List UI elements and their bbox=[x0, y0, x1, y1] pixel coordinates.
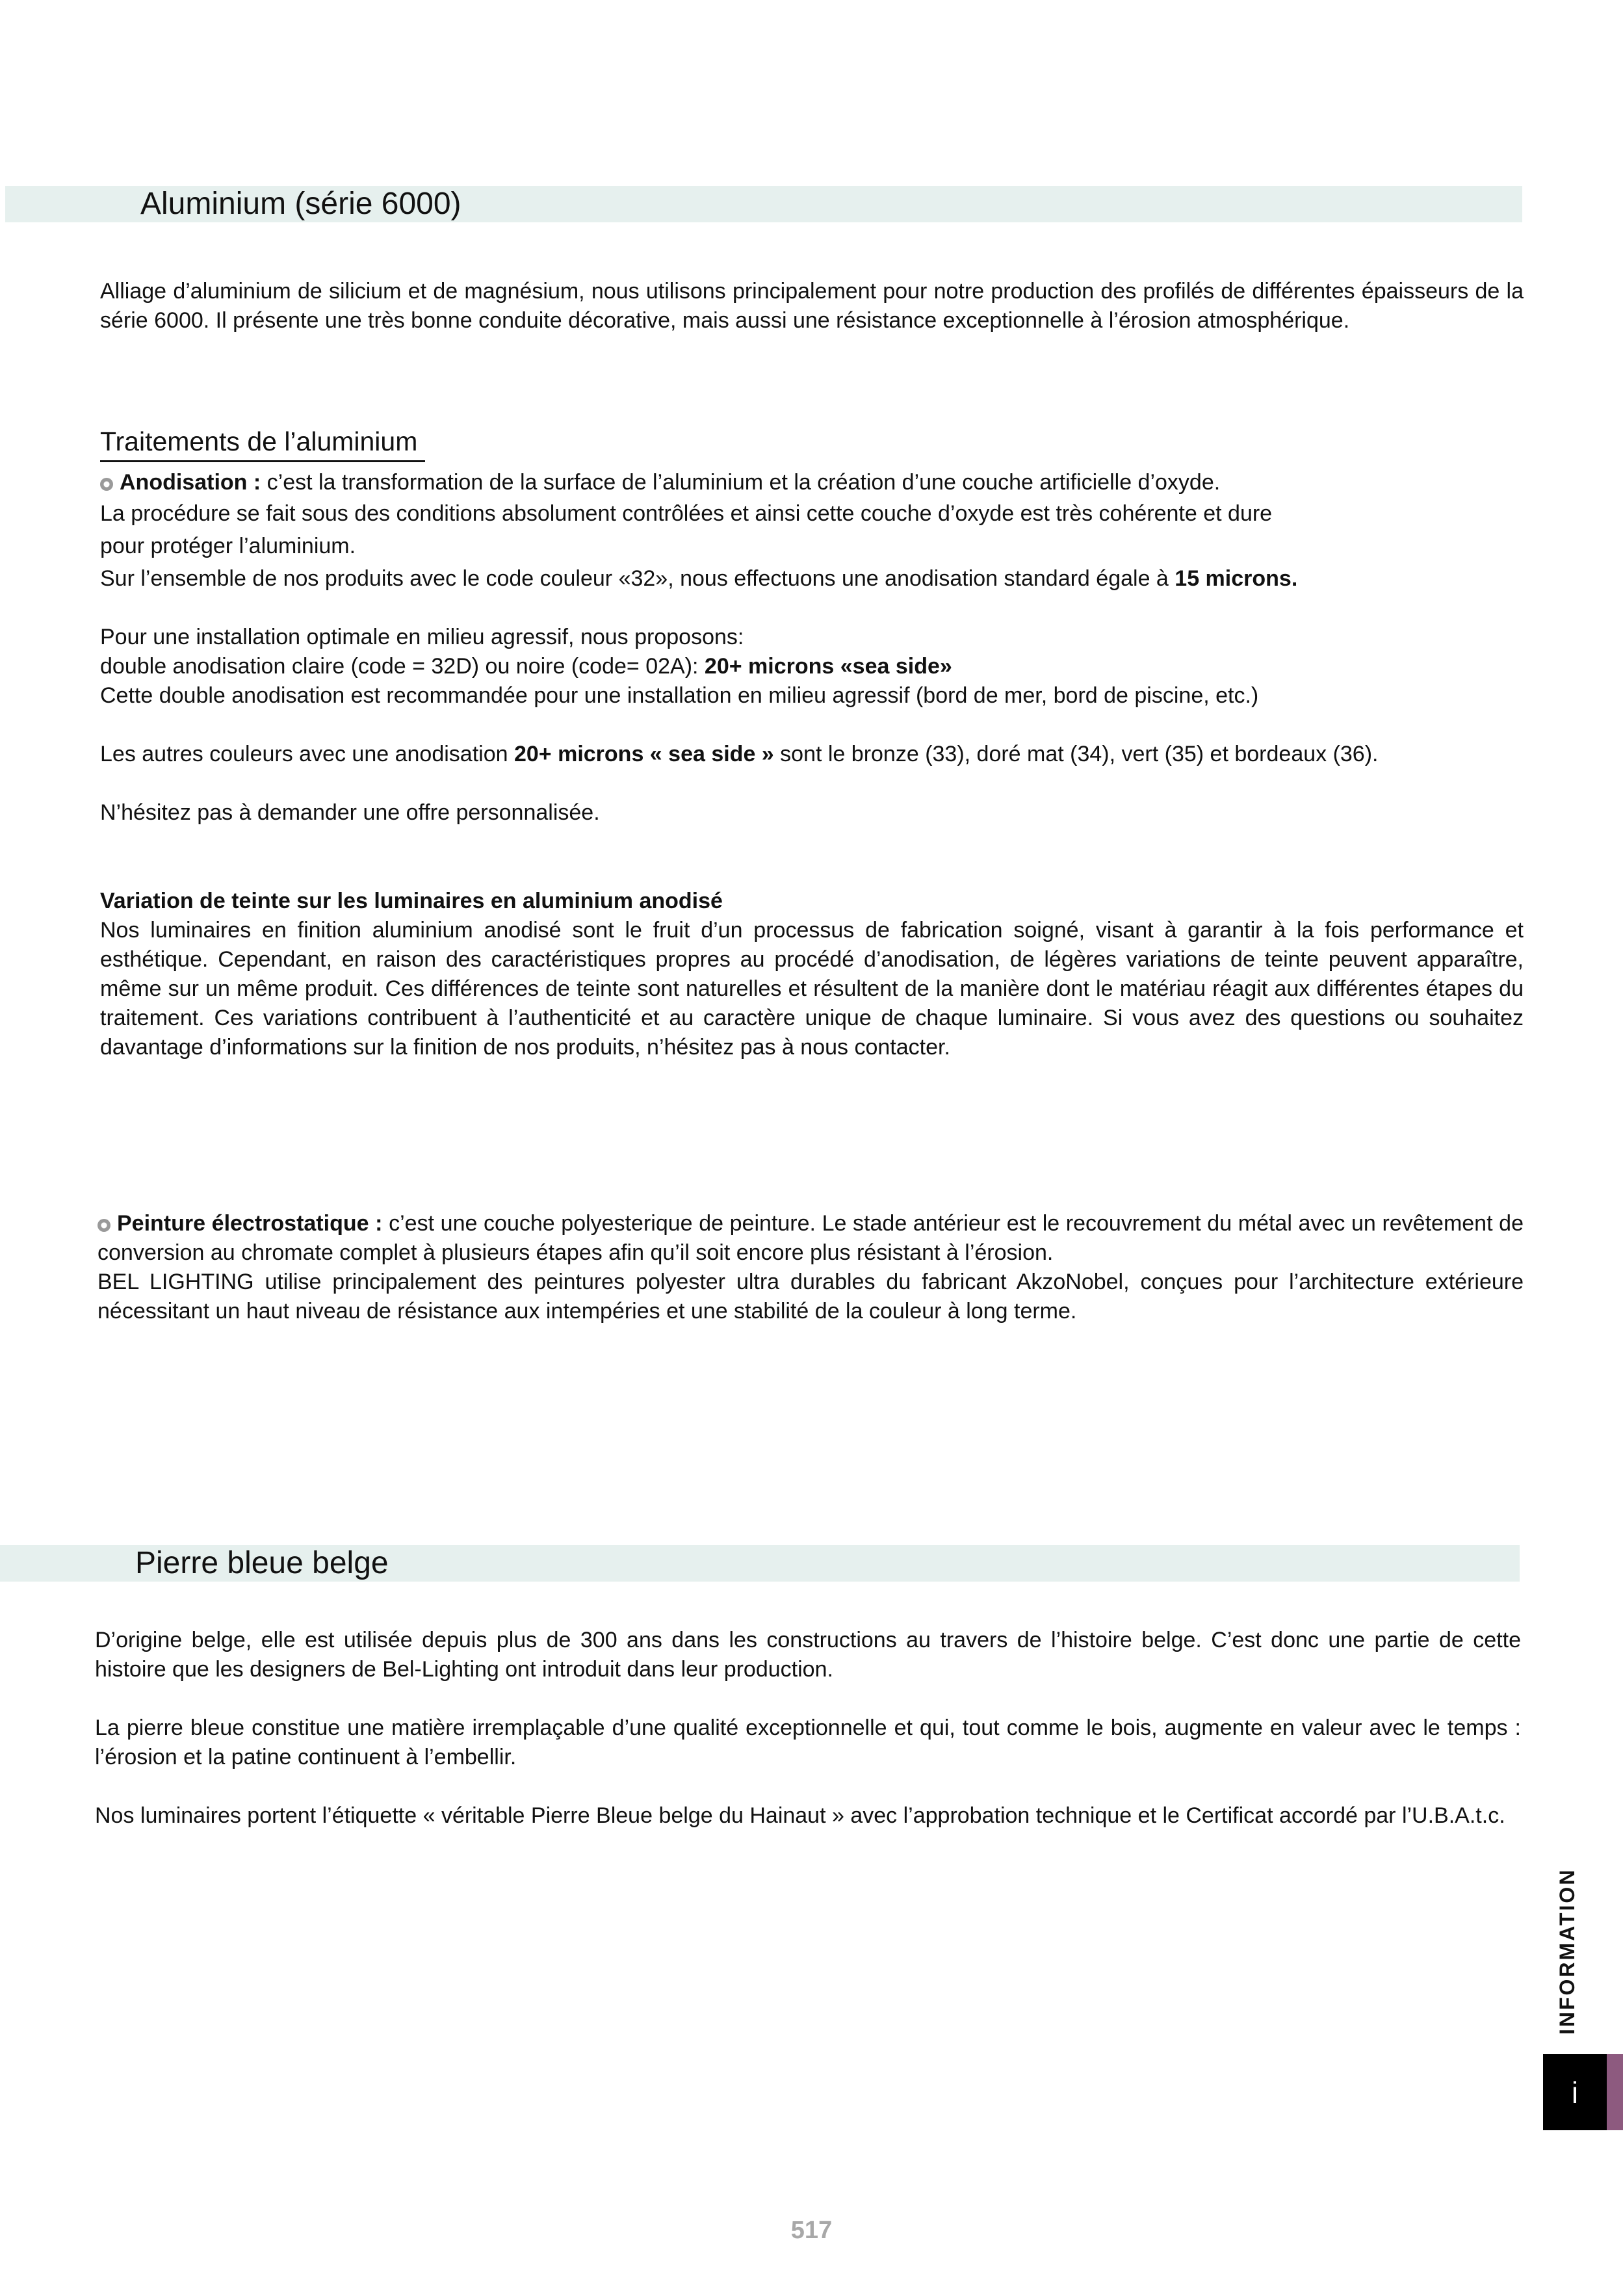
anodisation-label: Anodisation : bbox=[120, 470, 261, 495]
anodisation-line-2: La procédure se fait sous des conditions absolument contrôlées et ainsi cette couche d’oxyde est très cohérente et dure bbox=[100, 501, 1273, 526]
anodisation-line bbox=[100, 468, 1220, 497]
side-tab-label bbox=[1555, 1868, 1581, 2041]
standard-anodisation-line bbox=[100, 564, 1297, 594]
pierre-p2: La pierre bleue constitue une matière irremplaçable d’une qualité exceptionnelle et qui, tout comme le bois, augmente en valeur avec le temps : l’érosion et la patine continuent à l’embellir. bbox=[95, 1715, 1521, 1769]
variation-title-text: Variation de teinte sur les luminaires en aluminium anodisé bbox=[100, 889, 723, 913]
paint-text: c’est une couche polyesterique de peinture. Le stade antérieur est le recouvrement du métal avec un revêtement de conversion au chromate complet à plusieurs étapes afin qu’il soit encore plus résistant à l’érosion. bbox=[97, 1211, 1524, 1265]
aggressive-line-2 bbox=[100, 652, 952, 681]
standard-text: Sur l’ensemble de nos produits avec le code couleur «32», nous effectuons une anodisation standard égale à bbox=[100, 566, 1175, 591]
variation-title bbox=[100, 887, 723, 916]
aggressive-line-3: Cette double anodisation est recommandée pour une installation en milieu agressif (bord de mer, bord de piscine, etc.) bbox=[100, 683, 1259, 708]
paint-paragraph bbox=[97, 1209, 1524, 1268]
other-colors-line bbox=[100, 740, 1379, 769]
aggressive-text: double anodisation claire (code = 32D) ou noire (code= 02A): bbox=[100, 654, 705, 679]
section-title-aluminium: Aluminium (série 6000) bbox=[140, 187, 461, 221]
pierre-p3: Nos luminaires portent l’étiquette « véritable Pierre Bleue belge du Hainaut » avec l’approbation technique et le Certificat accordé par l’U.B.A.t.c. bbox=[95, 1803, 1505, 1828]
anodisation-line-3: pour protéger l’aluminium. bbox=[100, 534, 356, 558]
aluminium-intro: Alliage d’aluminium de silicium et de magnésium, nous utilisons principalement pour notre production des profilés de différentes épaisseurs de la série 6000. Il présente une très bonne conduite décorative, mais aussi une résistance exceptionnelle à l’érosion atmosphérique. bbox=[100, 279, 1524, 333]
other-colors-bold: 20+ microns « sea side » bbox=[513, 742, 774, 766]
aggressive-line-1: Pour une installation optimale en milieu agressif, nous proposons: bbox=[100, 625, 744, 649]
bullet-icon bbox=[100, 478, 113, 491]
pierre-p1: D’origine belge, elle est utilisée depuis plus de 300 ans dans les constructions au travers de l’histoire belge. C’est donc une partie de cette histoire que les designers de Bel-Lighting ont introduit dans leur production. bbox=[95, 1628, 1521, 1682]
aggressive-bold: 20+ microns «sea side» bbox=[704, 654, 952, 679]
other-colors-pre: Les autres couleurs avec une anodisation bbox=[100, 742, 514, 766]
info-letter: i bbox=[1571, 2075, 1579, 2109]
variation-text: Nos luminaires en finition aluminium anodisé sont le fruit d’un processus de fabrication soigné, visant à garantir à la fois performance et esthétique. Cependant, en raison des caractéristiques propres au procédé d’anodisation, de légères variations de teinte peuvent apparaître, même sur un même produit. Ces différences de teinte sont naturelles et résultent de la manière dont le matériau réagit aux différentes étapes du traitement. Ces variations contribuent à l’authenticité et au caractère unique de chaque luminaire. Si vous avez des questions ou souhaitez davantage d’informations sur la finition de nos produits, n’hésitez pas à nous contacter. bbox=[100, 918, 1524, 1060]
treatments-heading: Traitements de l’aluminium bbox=[100, 426, 418, 456]
other-colors-post: sont le bronze (33), doré mat (34), vert (35) et bordeaux (36). bbox=[773, 742, 1379, 766]
paint-paragraph-2: BEL LIGHTING utilise principalement des peintures polyester ultra durables du fabricant AkzoNobel, conçues pour l’architecture extérieure nécessitant un haut niveau de résistance aux intempéries et une stabilité de la couleur à long terme. bbox=[97, 1270, 1524, 1324]
paint-label: Peinture électrostatique : bbox=[117, 1211, 383, 1236]
side-tab-box bbox=[1543, 2054, 1607, 2130]
side-tab-label-text: INFORMATION bbox=[1555, 1868, 1579, 2035]
page-number: 517 bbox=[790, 2217, 833, 2244]
section-title-pierre: Pierre bleue belge bbox=[135, 1546, 389, 1580]
anodisation-text: c’est la transformation de la surface de l’aluminium et la création d’une couche artificielle d’oxyde. bbox=[261, 470, 1221, 495]
offer-line: N’hésitez pas à demander une offre personnalisée. bbox=[100, 800, 600, 825]
treatments-heading-underline bbox=[100, 460, 425, 462]
standard-bold: 15 microns. bbox=[1175, 566, 1298, 591]
bullet-icon bbox=[97, 1219, 110, 1232]
side-tab-accent bbox=[1607, 2054, 1623, 2130]
